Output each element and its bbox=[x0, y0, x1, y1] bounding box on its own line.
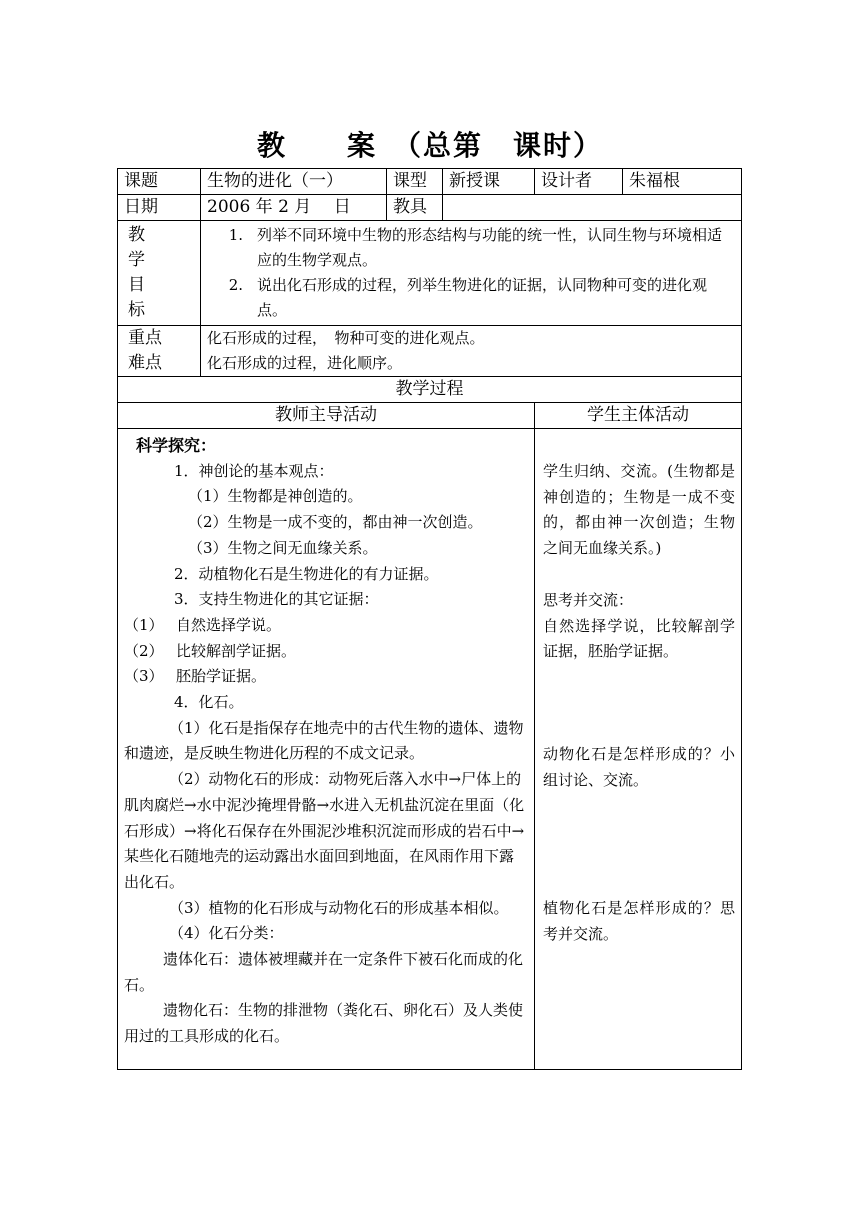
sub-point: （3）生物之间无血缘关系。 bbox=[188, 538, 378, 557]
student-note: 动物化石是怎样形成的？小组讨论、交流。 bbox=[543, 744, 735, 789]
designer-value: 朱福根 bbox=[623, 169, 742, 195]
paragraph: （1）化石是指保存在地壳中的古代生物的遗体、遗物和遗迹，是反映生物进化历程的不成文记录。 bbox=[124, 718, 524, 763]
paragraph: （3）植物的化石形成与动物化石的形成基本相似。 bbox=[169, 898, 509, 917]
date-row bbox=[118, 195, 742, 221]
goals-list bbox=[201, 221, 742, 326]
point: 2．动植物化石是生物进化的有力证据。 bbox=[174, 564, 439, 583]
paragraph: 遗体化石：遗体被埋藏并在一定条件下被石化而成的化石。 bbox=[124, 950, 524, 994]
tools-value bbox=[443, 195, 742, 221]
paragraph: 遗物化石：生物的排泄物（粪化石、卵化石）及人类使用过的工具形成的化石。 bbox=[124, 1001, 524, 1046]
process-content-row bbox=[118, 429, 742, 1070]
topic-label: 课题 bbox=[118, 169, 201, 195]
student-note: 思考并交流： bbox=[543, 590, 634, 609]
sub-point: （3） 胚胎学证据。 bbox=[124, 667, 267, 686]
designer-label: 设计者 bbox=[535, 169, 623, 195]
difficulty: 化石形成的过程，进化顺序。 bbox=[207, 354, 403, 372]
page-title: 教 案 （总第 课时） bbox=[256, 129, 603, 162]
point: 1．神创论的基本观点： bbox=[174, 461, 334, 480]
type-label: 课型 bbox=[387, 169, 443, 195]
process-header-row bbox=[118, 403, 742, 429]
key-content bbox=[201, 326, 742, 377]
point: 3．支持生物进化的其它证据： bbox=[174, 590, 379, 609]
topic-row bbox=[118, 169, 742, 195]
sub-point: （1） 自然选择学说。 bbox=[124, 615, 282, 634]
type-value: 新授课 bbox=[443, 169, 535, 195]
student-header: 学生主体活动 bbox=[535, 403, 742, 429]
student-activities bbox=[535, 429, 742, 1070]
goal-item: 2. 说出化石形成的过程，列举生物进化的证据，认同物种可变的进化观点。 bbox=[228, 276, 708, 319]
sub-point: （2） 比较解剖学证据。 bbox=[124, 641, 297, 660]
tools-label: 教具 bbox=[387, 195, 443, 221]
goals-row bbox=[118, 221, 742, 326]
sub-point: （2）生物是一成不变的，都由神一次创造。 bbox=[188, 513, 483, 532]
goals-label: 教 学 目 标 bbox=[118, 221, 201, 326]
section-heading: 科学探究： bbox=[136, 436, 217, 455]
student-note: 植物化石是怎样形成的？思考并交流。 bbox=[543, 899, 735, 944]
goal-item: 1. 列举不同环境中生物的形态结构与功能的统一性，认同生物与环境相适应的生物学观点。 bbox=[228, 226, 723, 269]
student-note: 学生归纳、交流。(生物都是神创造的；生物是一成不变的，都由神一次创造；生物之间无血缘关系。) bbox=[543, 462, 735, 558]
lesson-plan-table bbox=[117, 168, 742, 1070]
topic-value: 生物的进化（一） bbox=[201, 169, 387, 195]
teacher-activities bbox=[118, 429, 535, 1070]
student-note: 自然选择学说，比较解剖学证据，胚胎学证据。 bbox=[543, 616, 735, 661]
key-label: 重点 难点 bbox=[118, 326, 201, 377]
key-row bbox=[118, 326, 742, 377]
teacher-header: 教师主导活动 bbox=[118, 403, 535, 429]
sub-point: （1）生物都是神创造的。 bbox=[188, 487, 363, 506]
point: 4．化石。 bbox=[174, 693, 244, 712]
paragraph: （2）动物化石的形成：动物死后落入水中→尸体上的肌肉腐烂→水中泥沙掩埋骨骼→水进入无机盐沉淀在里面（化石形成）→将化石保存在外围泥沙堆积沉淀而形成的岩石中→某些化石随地壳的运动露出水面回到地面，在风雨作用下露出化石。 bbox=[124, 770, 525, 891]
process-title-row bbox=[118, 377, 742, 403]
paragraph: （4）化石分类： bbox=[169, 924, 284, 943]
date-value: 2006 年 2 月 日 bbox=[201, 195, 387, 221]
key-point: 化石形成的过程， 物种可变的进化观点。 bbox=[207, 329, 485, 347]
date-label: 日期 bbox=[118, 195, 201, 221]
process-title: 教学过程 bbox=[118, 377, 742, 403]
